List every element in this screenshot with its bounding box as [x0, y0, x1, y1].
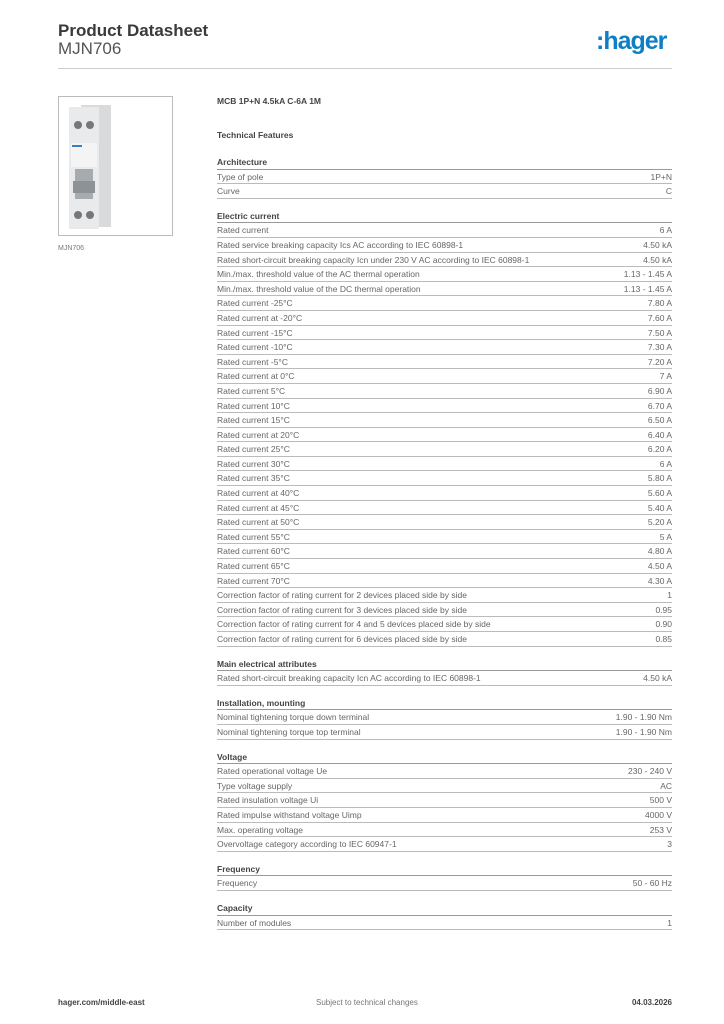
spec-value: 4000 V: [645, 809, 672, 820]
spec-value: 7.80 A: [647, 298, 672, 309]
spec-value: 5.60 A: [647, 488, 672, 499]
spec-value: 6.70 A: [647, 400, 672, 411]
spec-value: 3: [667, 839, 672, 850]
spec-value: 7.30 A: [647, 342, 672, 353]
spec-row: [217, 764, 672, 779]
spec-value: 5 A: [659, 531, 672, 542]
spec-value: 7.20 A: [647, 356, 672, 367]
spec-row: [217, 267, 672, 282]
spec-row: [217, 399, 672, 414]
footer-date: 04.03.2026: [631, 998, 672, 1007]
spec-label: Frequency: [217, 878, 258, 889]
product-image: [58, 96, 173, 236]
spec-row: [217, 238, 672, 253]
spec-label: Rated current at -20°C: [217, 312, 303, 323]
spec-label: Correction factor of rating current for 3 devices placed side by side: [217, 604, 467, 615]
spec-value: 4.80 A: [647, 546, 672, 557]
spec-label: Correction factor of rating current for 2 devices placed side by side: [217, 590, 467, 601]
spec-label: Min./max. threshold value of the AC thermal operation: [217, 269, 420, 280]
spec-value: 1P+N: [650, 171, 672, 182]
spec-row: [217, 916, 672, 931]
spec-label: Rated current at 50°C: [217, 517, 300, 528]
spec-row: [217, 471, 672, 486]
spec-row: [217, 253, 672, 268]
spec-label: Rated current 60°C: [217, 546, 290, 557]
spec-label: Rated current 15°C: [217, 415, 290, 426]
spec-label: Rated current 35°C: [217, 473, 290, 484]
section-heading: Electric current: [217, 209, 672, 224]
spec-value: AC: [660, 780, 672, 791]
spec-label: Nominal tightening torque top terminal: [217, 726, 361, 737]
spec-label: Nominal tightening torque down terminal: [217, 712, 370, 723]
spec-label: Rated current -15°C: [217, 327, 293, 338]
spec-value: 6.20 A: [647, 444, 672, 455]
spec-value: 4.50 A: [647, 561, 672, 572]
spec-row: [217, 725, 672, 740]
spec-row: [217, 617, 672, 632]
header-divider: [58, 68, 672, 69]
spec-value: 6 A: [659, 458, 672, 469]
spec-label: Max. operating voltage: [217, 824, 303, 835]
spec-label: Rated current at 45°C: [217, 502, 300, 513]
spec-label: Type of pole: [217, 171, 264, 182]
spec-row: [217, 170, 672, 185]
spec-value: 4.50 kA: [643, 673, 672, 684]
spec-row: [217, 603, 672, 618]
spec-value: 7.50 A: [647, 327, 672, 338]
spec-label: Min./max. threshold value of the DC thermal operation: [217, 283, 421, 294]
spec-row: [217, 457, 672, 472]
spec-label: Curve: [217, 186, 240, 197]
spec-label: Rated impulse withstand voltage Uimp: [217, 809, 362, 820]
spec-value: 0.95: [655, 604, 672, 615]
spec-row: [217, 223, 672, 238]
section-heading: Capacity: [217, 901, 672, 916]
product-name: MCB 1P+N 4.5kA C-6A 1M: [217, 96, 321, 106]
footer-website: hager.com/middle-east: [58, 998, 145, 1007]
spec-row: [217, 632, 672, 647]
spec-label: Rated short-circuit breaking capacity Icn under 230 V AC according to IEC 60898-1: [217, 254, 530, 265]
spec-value: 4.50 kA: [643, 239, 672, 250]
spec-row: [217, 369, 672, 384]
spec-row: [217, 559, 672, 574]
spec-row: [217, 823, 672, 838]
spec-row: [217, 793, 672, 808]
section-heading: Frequency: [217, 862, 672, 877]
spec-value: 7 A: [659, 371, 672, 382]
spec-label: Rated operational voltage Ue: [217, 766, 328, 777]
section-heading: Installation, mounting: [217, 696, 672, 711]
spec-label: Rated current 25°C: [217, 444, 290, 455]
spec-label: Rated current -5°C: [217, 356, 288, 367]
spec-row: [217, 282, 672, 297]
spec-label: Type voltage supply: [217, 780, 293, 791]
spec-row: [217, 486, 672, 501]
datasheet-content: [217, 96, 672, 930]
spec-label: Rated current at 20°C: [217, 429, 300, 440]
spec-section: [217, 750, 672, 852]
spec-value: 4.30 A: [647, 575, 672, 586]
spec-value: 6.40 A: [647, 429, 672, 440]
section-heading: Main electrical attributes: [217, 657, 672, 672]
spec-value: C: [665, 186, 672, 197]
technical-features-heading: Technical Features: [217, 130, 294, 140]
spec-label: Correction factor of rating current for 6 devices placed side by side: [217, 634, 467, 644]
section-heading: Voltage: [217, 750, 672, 765]
spec-label: Overvoltage category according to IEC 60947-1: [217, 839, 397, 850]
spec-value: 0.85: [655, 634, 672, 644]
footer-note: Subject to technical changes: [316, 998, 418, 1007]
spec-label: Rated current: [217, 225, 269, 236]
spec-value: 500 V: [649, 795, 672, 806]
spec-section: [217, 696, 672, 740]
spec-value: 1: [667, 590, 672, 601]
spec-row: [217, 876, 672, 891]
spec-row: [217, 779, 672, 794]
spec-value: 7.60 A: [647, 312, 672, 323]
hager-logo: :hager: [596, 27, 667, 55]
spec-row: [217, 326, 672, 341]
spec-label: Rated short-circuit breaking capacity Icn AC according to IEC 60898-1: [217, 673, 481, 684]
page-title: Product Datasheet: [58, 21, 209, 40]
spec-row: [217, 515, 672, 530]
spec-label: Rated current -10°C: [217, 342, 293, 353]
spec-row: [217, 588, 672, 603]
spec-label: Rated current 70°C: [217, 575, 290, 586]
spec-label: Rated current 65°C: [217, 561, 290, 572]
spec-value: 5.80 A: [647, 473, 672, 484]
spec-value: 1.90 - 1.90 Nm: [615, 726, 672, 737]
spec-value: 5.40 A: [647, 502, 672, 513]
spec-value: 6 A: [659, 225, 672, 236]
spec-value: 4.50 kA: [643, 254, 672, 265]
spec-label: Rated current 5°C: [217, 385, 286, 396]
spec-value: 6.90 A: [647, 385, 672, 396]
spec-row: [217, 428, 672, 443]
spec-section: [217, 155, 672, 199]
spec-label: Rated current 30°C: [217, 458, 290, 469]
image-caption: MJN706: [58, 245, 85, 252]
spec-value: 230 - 240 V: [628, 766, 672, 777]
spec-section: [217, 209, 672, 647]
spec-row: [217, 808, 672, 823]
spec-label: Rated current 55°C: [217, 531, 290, 542]
product-reference: MJN706: [58, 39, 122, 58]
spec-value: 5.20 A: [647, 517, 672, 528]
spec-row: [217, 710, 672, 725]
spec-value: 1.13 - 1.45 A: [623, 269, 672, 280]
spec-label: Rated current -25°C: [217, 298, 293, 309]
spec-row: [217, 184, 672, 199]
spec-value: 1.13 - 1.45 A: [623, 283, 672, 294]
spec-row: [217, 413, 672, 428]
spec-row: [217, 530, 672, 545]
spec-value: 1.90 - 1.90 Nm: [615, 712, 672, 723]
spec-label: Rated current at 0°C: [217, 371, 295, 382]
spec-value: 253 V: [649, 824, 672, 835]
spec-label: Rated current at 40°C: [217, 488, 300, 499]
spec-section: [217, 901, 672, 930]
spec-row: [217, 501, 672, 516]
section-heading: Architecture: [217, 155, 672, 170]
spec-label: Rated current 10°C: [217, 400, 290, 411]
spec-row: [217, 544, 672, 559]
spec-value: 0.90: [655, 619, 672, 630]
spec-value: 50 - 60 Hz: [632, 878, 672, 889]
spec-label: Rated service breaking capacity Ics AC according to IEC 60898-1: [217, 239, 464, 250]
spec-row: [217, 442, 672, 457]
spec-row: [217, 296, 672, 311]
spec-label: Rated insulation voltage Ui: [217, 795, 319, 806]
spec-value: 1: [667, 917, 672, 928]
spec-row: [217, 574, 672, 589]
spec-row: [217, 671, 672, 686]
spec-row: [217, 340, 672, 355]
spec-label: Number of modules: [217, 917, 292, 928]
spec-row: [217, 311, 672, 326]
spec-value: 6.50 A: [647, 415, 672, 426]
spec-row: [217, 837, 672, 852]
spec-section: [217, 862, 672, 891]
spec-row: [217, 355, 672, 370]
spec-section: [217, 657, 672, 686]
spec-row: [217, 384, 672, 399]
spec-label: Correction factor of rating current for 4 and 5 devices placed side by side: [217, 619, 491, 630]
